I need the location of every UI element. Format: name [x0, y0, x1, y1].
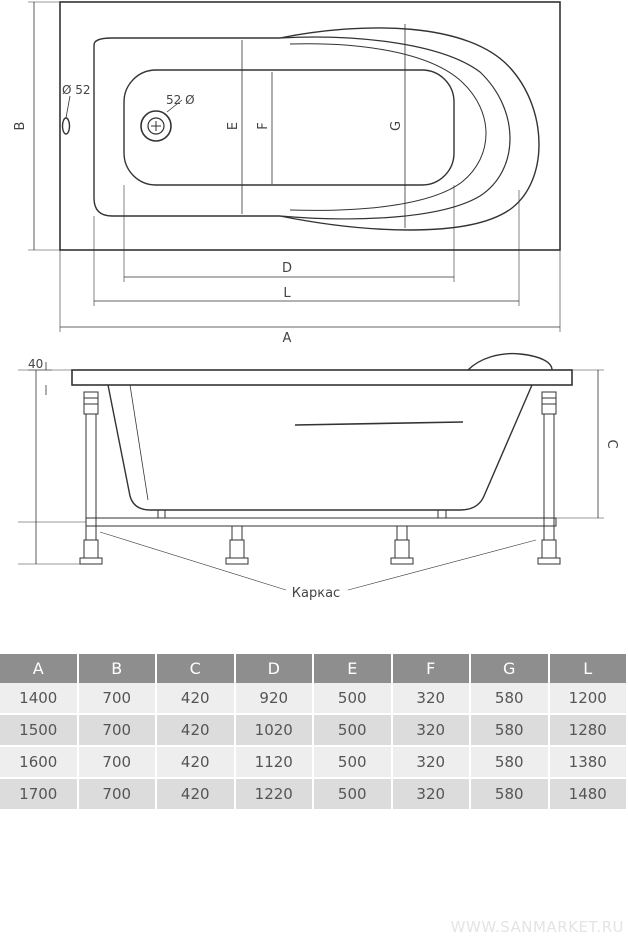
label-a: A	[282, 331, 292, 346]
table-cell: 920	[236, 683, 315, 715]
table-cell: 1600	[0, 747, 79, 779]
side-headrest	[468, 354, 552, 370]
side-detail-line	[295, 422, 463, 425]
frame-rail	[86, 518, 556, 526]
table-row	[0, 747, 628, 779]
table-cell: 1120	[236, 747, 315, 779]
table-cell: 1480	[550, 779, 628, 811]
col-header-b: B	[79, 654, 158, 683]
table-cell: 700	[79, 779, 158, 811]
table-header-row	[0, 654, 628, 683]
table-row	[0, 715, 628, 747]
table-cell: 420	[157, 715, 236, 747]
col-header-c: C	[157, 654, 236, 683]
table-cell: 1500	[0, 715, 79, 747]
tub-rim	[72, 370, 572, 385]
table-cell: 420	[157, 747, 236, 779]
table-cell: 420	[157, 683, 236, 715]
col-header-d: D	[236, 654, 315, 683]
frame-leg-left	[80, 392, 102, 564]
table-cell: 1200	[550, 683, 628, 715]
plan-view	[28, 2, 560, 332]
col-header-g: G	[471, 654, 550, 683]
table-cell: 1280	[550, 715, 628, 747]
label-l: L	[283, 286, 291, 301]
inner-bowl	[124, 70, 454, 185]
table-cell: 1700	[0, 779, 79, 811]
side-bowl	[108, 385, 532, 510]
table-row	[0, 683, 628, 715]
table-cell: 580	[471, 715, 550, 747]
table-cell: 320	[393, 715, 472, 747]
tub-outline-rect	[60, 2, 560, 250]
table-cell: 500	[314, 715, 393, 747]
label-overflow-diameter: Ø 52	[62, 83, 91, 97]
label-frame: Каркас	[291, 586, 341, 601]
label-drain-diameter: 52 Ø	[166, 93, 195, 107]
dimensions-table	[0, 654, 628, 811]
table-cell: 1220	[236, 779, 315, 811]
frame-leg-middle-left	[226, 526, 248, 564]
table-cell: 320	[393, 747, 472, 779]
side-view	[18, 354, 604, 590]
table-cell: 700	[79, 747, 158, 779]
col-header-e: E	[314, 654, 393, 683]
label-c: C	[604, 439, 619, 449]
table-row	[0, 779, 628, 811]
label-e: E	[226, 121, 241, 131]
table-cell: 500	[314, 747, 393, 779]
table-cell: 700	[79, 715, 158, 747]
table-cell: 500	[314, 683, 393, 715]
col-header-l: L	[550, 654, 628, 683]
label-b: B	[13, 121, 28, 131]
frame-leg-middle-right	[391, 526, 413, 564]
overflow-icon	[63, 118, 70, 134]
table-cell: 1380	[550, 747, 628, 779]
label-rim-40: 40	[28, 357, 44, 371]
label-f: F	[256, 122, 271, 130]
col-header-f: F	[393, 654, 472, 683]
table-cell: 580	[471, 747, 550, 779]
table-cell: 580	[471, 683, 550, 715]
table-cell: 700	[79, 683, 158, 715]
col-header-a: A	[0, 654, 79, 683]
table-cell: 320	[393, 683, 472, 715]
table-cell: 580	[471, 779, 550, 811]
label-d: D	[281, 261, 293, 276]
table-cell: 1020	[236, 715, 315, 747]
table-cell: 1400	[0, 683, 79, 715]
watermark-text: WWW.SANMARKET.RU	[450, 918, 624, 936]
frame-leg-right	[538, 392, 560, 564]
table-cell: 420	[157, 779, 236, 811]
table-cell: 320	[393, 779, 472, 811]
table-cell: 500	[314, 779, 393, 811]
label-g: G	[389, 120, 404, 132]
